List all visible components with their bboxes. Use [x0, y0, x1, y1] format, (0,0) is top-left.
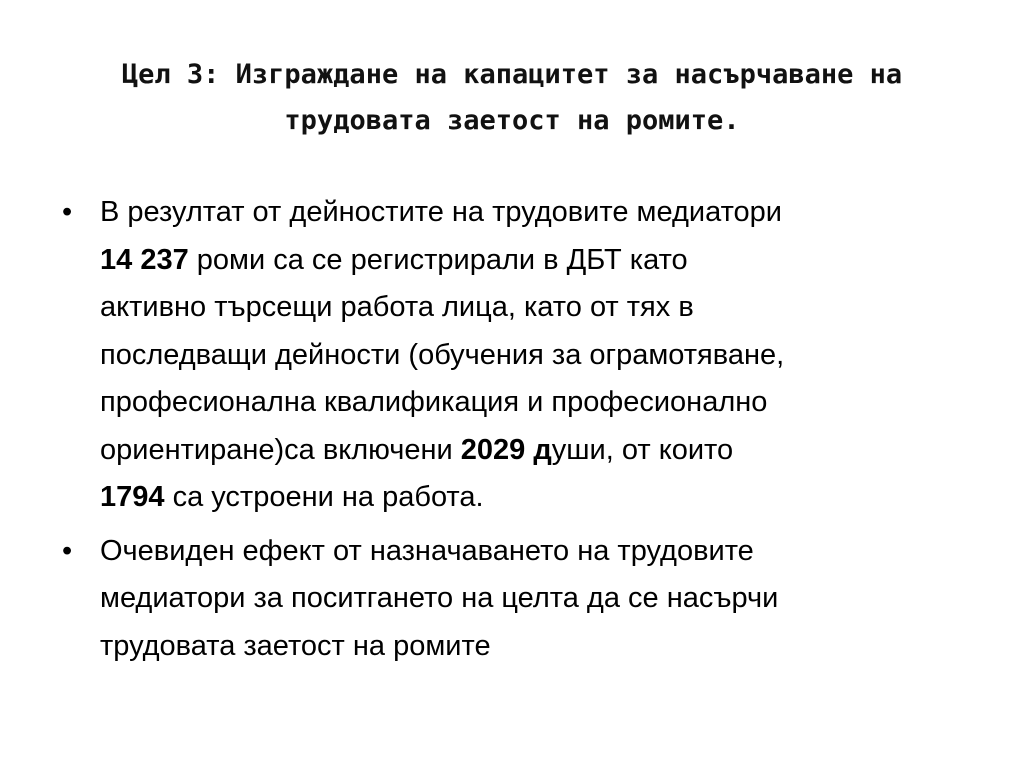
bullet-dot-icon: •	[62, 196, 73, 228]
bullet-1-line-4	[100, 332, 980, 380]
line-prefix: ориентиране)са включени	[100, 433, 461, 466]
line-text: са устроени на работа.	[164, 481, 484, 513]
registered-count: 14 237	[100, 243, 189, 276]
bullet-dot-icon: •	[62, 534, 73, 567]
employed-count: 1794	[100, 481, 165, 513]
line-text: В резултат от дейностите на трудовите медиатори	[100, 196, 782, 228]
bullet-1-line-2	[100, 237, 980, 285]
bullet-list	[60, 189, 980, 676]
bullet-2-line-2	[100, 575, 980, 623]
bullet-1-line-7	[100, 474, 980, 522]
bullet-1-line-5	[100, 379, 980, 427]
line-text: роми са се регистрирали в ДБТ като	[188, 243, 688, 276]
bullet-item-1	[60, 189, 980, 522]
bullet-2-line-3	[100, 623, 980, 671]
line-text: професионална квалификация и професионално	[100, 386, 768, 418]
title-line-2: трудовата заетост на ромите.	[284, 105, 740, 136]
included-count: 2029 д	[460, 433, 552, 466]
bullet-item-2	[60, 528, 980, 671]
bullet-1-line-3	[100, 284, 980, 332]
slide-title	[40, 52, 984, 144]
line-text: уши, от които	[551, 433, 734, 466]
line-text: последващи дейности (обучения за ограмотяване,	[100, 338, 785, 371]
line-text: Очевиден ефект от назначаването на трудовите	[100, 534, 754, 567]
line-text: трудовата заетост на ромите	[100, 629, 491, 662]
bullet-1-line-6	[100, 427, 980, 475]
title-line-1: Цел 3: Изграждане на капацитет за насърчаване на	[121, 59, 903, 90]
line-text: активно търсещи работа лица, като от тях в	[100, 291, 694, 323]
bullet-2-line-1	[100, 528, 980, 576]
line-text: медиатори за поситгането на целта да се насърчи	[100, 582, 779, 614]
bullet-1-line-1	[100, 189, 980, 237]
